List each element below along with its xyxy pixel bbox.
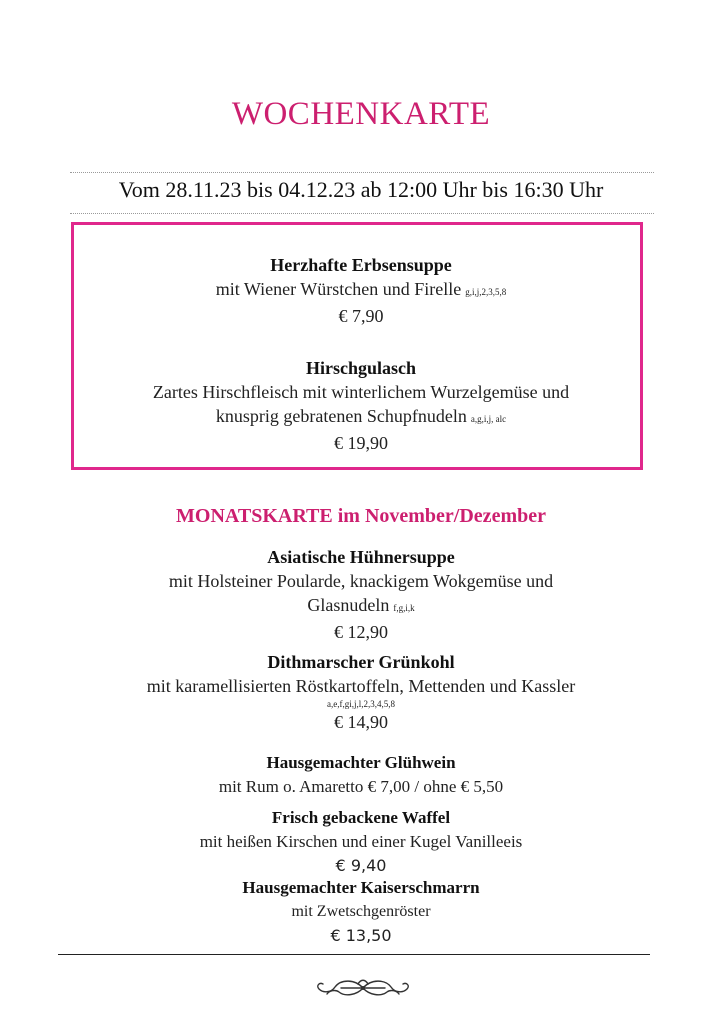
- dish-description-line-1: Zartes Hirschfleisch mit winterlichem Wurzelgemüse und: [152, 382, 570, 402]
- weekly-dish-1: [71, 253, 651, 328]
- allergen-codes: g,i,j,2,3,5,8: [465, 287, 507, 297]
- monthly-dish-3: [71, 751, 651, 799]
- allergen-codes: a,e,f,gi,j,l,2,3,4,5,8: [327, 699, 395, 709]
- dish-description: mit Zwetschgenröster: [291, 903, 431, 920]
- dish-name: Asiatische Hühnersuppe: [267, 547, 455, 567]
- dish-description-text: mit Wiener Würstchen und Firelle: [215, 279, 462, 299]
- dish-name: Dithmarscher Grünkohl: [267, 652, 455, 672]
- dish-name: Hausgemachter Kaiserschmarrn: [242, 878, 480, 897]
- monthly-dish-2: [71, 650, 651, 734]
- weekly-dish-2: [71, 356, 651, 455]
- dish-description-line-1: mit Holsteiner Poularde, knackigem Wokgemüse und: [168, 571, 554, 591]
- page-title: WOCHENKARTE: [231, 96, 491, 132]
- monthly-dish-5: [71, 876, 651, 948]
- dish-price: € 19,90: [334, 433, 388, 453]
- dish-description-text: knusprig gebratenen Schupfnudeln: [215, 406, 467, 426]
- dish-price: € 7,90: [338, 306, 384, 326]
- monthly-menu-title: MONATSKARTE im November/Dezember: [176, 505, 546, 527]
- dish-price: € 14,90: [334, 712, 388, 732]
- allergen-codes: f,g,i,k: [393, 603, 415, 613]
- dish-price: € 12,90: [334, 622, 388, 642]
- monthly-dish-4: [71, 806, 651, 878]
- divider-top: [70, 172, 654, 173]
- dish-description-line-2: [71, 404, 651, 431]
- date-range: Vom 28.11.23 bis 04.12.23 ab 12:00 Uhr bis 16:30 Uhr: [118, 177, 604, 202]
- dish-description: [71, 277, 651, 304]
- dish-price: € 13,50: [330, 926, 392, 945]
- dish-name: Frisch gebackene Waffel: [271, 808, 451, 827]
- dish-description-line-2: [71, 593, 651, 620]
- dish-description-text: Glasnudeln: [307, 595, 390, 615]
- dish-price: € 9,40: [335, 856, 387, 875]
- bottom-divider: [58, 954, 650, 955]
- dish-name: Hirschgulasch: [305, 358, 416, 378]
- dish-name: Hausgemachter Glühwein: [266, 753, 456, 772]
- dish-description: mit Rum o. Amaretto € 7,00 / ohne € 5,50: [218, 777, 504, 796]
- allergen-codes: a,g,i,j, alc: [470, 414, 507, 424]
- dish-description: mit karamellisierten Röstkartoffeln, Mettenden und Kassler: [146, 676, 576, 696]
- divider-bottom: [70, 213, 654, 214]
- flourish-divider-icon: [311, 975, 415, 1001]
- monthly-dish-1: [71, 545, 651, 644]
- dish-description: mit heißen Kirschen und einer Kugel Vanilleeis: [199, 832, 523, 851]
- dish-name: Herzhafte Erbsensuppe: [270, 255, 452, 275]
